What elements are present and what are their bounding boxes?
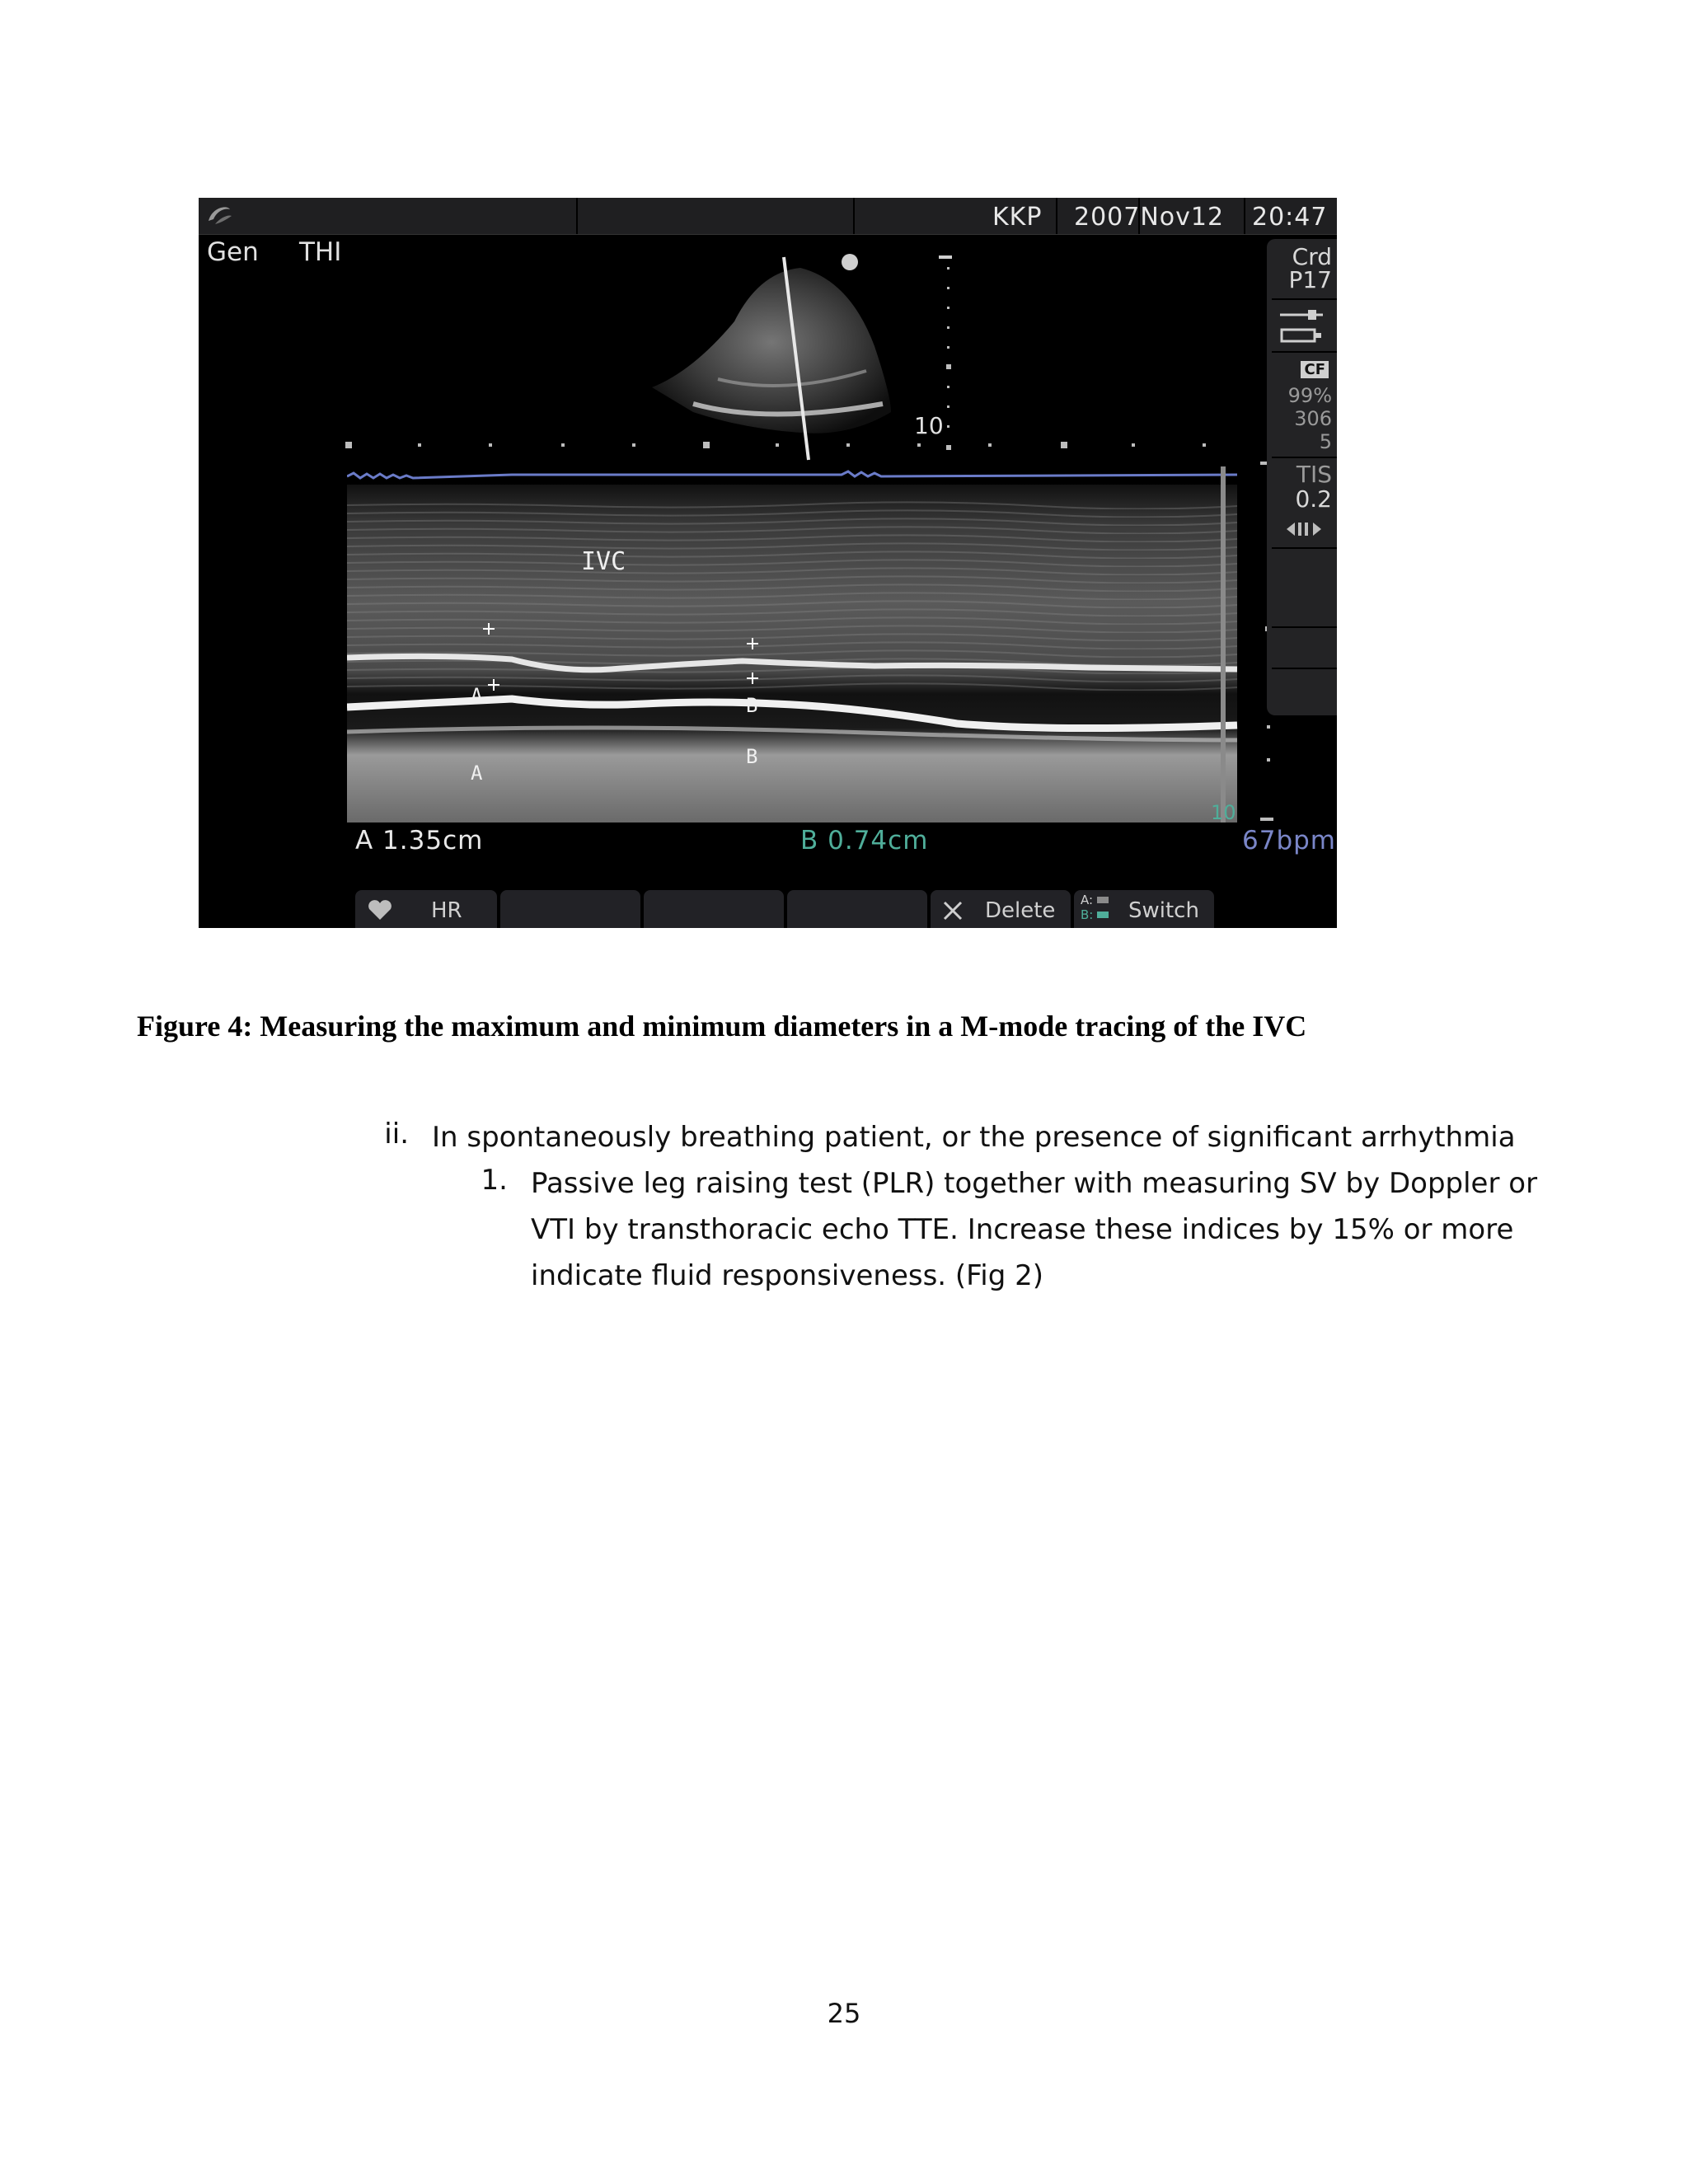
blank-softkey-3[interactable] [787, 890, 927, 928]
tis-value: 0.2 [1295, 485, 1332, 513]
tis-label: TIS [1296, 461, 1332, 488]
play-controls-icon [1285, 519, 1331, 539]
hr-softkey[interactable] [355, 890, 497, 928]
switch-a-label: A: [1081, 893, 1094, 907]
ultrasound-image [199, 198, 1337, 928]
exam-date: 2007Nov12 [1074, 203, 1225, 232]
sector-image [644, 247, 940, 462]
hr-softkey-label: HR [431, 898, 462, 923]
marker-a-bottom: A [471, 762, 483, 785]
list-number-ii: ii. [384, 1118, 409, 1151]
switch-b-swatch [1097, 912, 1109, 918]
switch-b-label: B: [1081, 907, 1094, 922]
blank-softkey-2[interactable] [644, 890, 784, 928]
depth-scale [944, 264, 954, 462]
ultrasound-header-bar [199, 198, 1337, 235]
list-text-1: Passive leg raising test (PLR) together with measuring SV by Doppler or VTI by transthoracic echo TTE. Increase these indices by 15% or more indicate fluid responsiveness. (Fig 2) [531, 1167, 1538, 1292]
blank-softkey-1[interactable] [500, 890, 640, 928]
page-number: 25 [827, 1998, 861, 2029]
figure-caption: Figure 4: Measuring the maximum and minimum diameters in a M-mode tracing of the IVC [137, 1010, 1307, 1043]
mode-label-thi: THI [299, 237, 342, 267]
measurement-a: A 1.35cm [355, 826, 484, 855]
delete-softkey-label: Delete [985, 898, 1056, 923]
preset-p17: P17 [1288, 266, 1332, 293]
list-number-1: 1. [481, 1164, 508, 1197]
marker-a-top: A [471, 684, 483, 707]
list-text-ii: In spontaneously breathing patient, or the presence of significant arrhythmia [432, 1121, 1516, 1154]
switch-softkey[interactable] [1074, 890, 1214, 928]
probe-icon [1277, 305, 1329, 346]
time-scale [345, 438, 1268, 452]
measurement-b: B 0.74cm [800, 826, 929, 855]
ultrasound-side-panel [1267, 239, 1337, 715]
ecg-trace [347, 471, 1237, 478]
marker-b-top: B [746, 694, 758, 717]
delete-x-icon [942, 900, 964, 921]
vendor-logo-icon [204, 199, 235, 231]
preset-crd: Crd [1292, 243, 1332, 270]
depth-label: 10 [914, 412, 944, 439]
heart-rate: 67bpm [1242, 826, 1336, 855]
m-mode-depth-label: 10 [1211, 801, 1236, 824]
switch-softkey-label: Switch [1128, 898, 1199, 923]
cf-badge: CF [1301, 361, 1329, 378]
delete-softkey[interactable] [931, 890, 1071, 928]
switch-a-swatch [1097, 897, 1109, 903]
mode-label-gen: Gen [207, 237, 259, 267]
m-mode-tracing [347, 460, 1262, 823]
cf-gain: 99% [1287, 384, 1332, 407]
ivc-label: IVC [581, 547, 626, 576]
operator-initials: KKP [992, 203, 1043, 232]
cf-value-2: 5 [1319, 430, 1332, 453]
heart-icon [367, 898, 393, 921]
depth-tick [939, 255, 952, 259]
cf-value-1: 306 [1294, 407, 1332, 430]
exam-time: 20:47 [1252, 203, 1328, 232]
marker-b-bottom: B [746, 745, 758, 768]
